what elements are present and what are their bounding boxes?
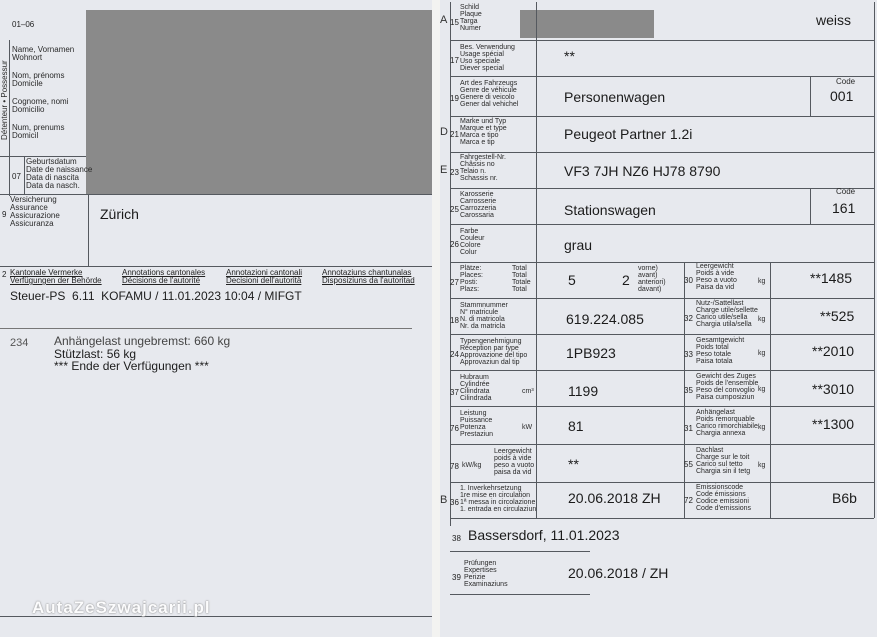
weight-33-label: Gesamtgewicht Poids total Peso totale Paisa totala	[696, 337, 745, 365]
approval-label: Typengenehmigung Réception par type Approvazione del tipo Approvaziun dal tip	[460, 338, 528, 366]
places-total-label: Total Total Totale Total	[512, 265, 531, 293]
inspection-label: Prüfungen Expertises Perizie Examinaziuns	[464, 560, 508, 588]
matricule-num: 18	[450, 316, 459, 325]
row-17-label: Bes. Verwendung Usage spécial Uso speciale Diever special	[460, 44, 515, 72]
weight-55-unit: kg	[758, 462, 766, 469]
approval-value: 1PB923	[566, 345, 616, 361]
ratio-value: **	[568, 456, 579, 472]
weight-33-unit: kg	[758, 350, 766, 357]
insurance-num: 9	[2, 210, 7, 219]
row-23-label: Fahrgestell-Nr. Châssis no Telaio n. Schassis nr.	[460, 154, 506, 182]
matricule-value: 619.224.085	[566, 311, 644, 327]
annotations-header-fr: Annotations cantonales Décisions de l'autorité	[122, 268, 206, 285]
row-17-num: 17	[450, 56, 459, 65]
notes-line-1: Anhängelast ungebremst: 660 kg	[54, 334, 231, 348]
front-places-value: 2	[622, 272, 630, 288]
weight-30-num: 30	[684, 276, 693, 285]
row-19-label: Art des Fahrzeugs Genre de véhicule Genere di veicolo Gener dal vehichel	[460, 80, 519, 108]
weight-30-label: Leergewicht Poids à vide Peso a vuoto Paisa da vid	[696, 263, 737, 291]
redacted-plate-number	[520, 10, 654, 38]
watermark-logo: AutaZeSzwajcarii.pl	[32, 598, 211, 617]
places-label: Plätze: Places: Posti: Plazs:	[460, 265, 483, 293]
weight-35-num: 35	[684, 386, 693, 395]
weight-35-unit: kg	[758, 386, 766, 393]
insurance-value: Zürich	[100, 206, 139, 222]
notes-line-3: *** Ende der Verfügungen ***	[54, 359, 209, 373]
row-25-num: 25	[450, 205, 459, 214]
first-reg-label: 1. Inverkehrsetzung 1re mise en circulation 1ª messa in circolazione 1. entrada en circulaziun	[460, 485, 537, 513]
annotations-header-rm: Annotaziuns chantunalas Disposiziuns da l'autoritad	[322, 268, 415, 285]
right-page	[440, 0, 877, 637]
weight-72-num: 72	[684, 496, 693, 505]
row-15-letter: A	[440, 14, 448, 26]
special-use-value: **	[564, 48, 575, 64]
form-code: 01–06	[12, 20, 35, 29]
left-page	[0, 0, 432, 637]
birth-label: Geburtsdatum Date de naissance Data di nascita Data da nasch.	[26, 157, 93, 190]
page-fold	[432, 0, 440, 637]
first-reg-letter: B	[440, 494, 448, 506]
row-21-label: Marke und Typ Marque et type Marca e tipo Marca e tip	[460, 118, 507, 146]
row-26-num: 26	[450, 240, 459, 249]
holder-name-rm-label: Num, prenums Domicil	[12, 123, 65, 140]
birth-num: 07	[12, 172, 21, 181]
ratio-label: Leergewicht poids à vide peso a vuoto paisa da vid	[494, 448, 535, 476]
weight-31-unit: kg	[758, 424, 766, 431]
holder-name-label: Name, Vornamen Wohnort	[12, 45, 75, 62]
weight-30-value: **1485	[810, 270, 853, 286]
vehicle-type-value: Personenwagen	[564, 89, 666, 105]
weight-31-num: 31	[684, 424, 693, 433]
place-date-value: Bassersdorf, 11.01.2023	[468, 527, 620, 543]
body-type-value: Stationswagen	[564, 202, 656, 218]
plate-color-value: weiss	[816, 12, 852, 28]
weight-33-num: 33	[684, 350, 693, 359]
front-places-label: vorne) avant) anteriori) davant)	[638, 265, 666, 293]
notes-num: 234	[10, 337, 29, 349]
matricule-label: Stammnummer N° matricule N. di matricola Nr. da matricla	[460, 302, 508, 330]
holder-name-it-label: Cognome, nomi Domicilio	[12, 97, 69, 114]
weight-72-label: Emissionscode Code émissions Codice emissioni Code d'emissions	[696, 484, 752, 512]
displacement-label: Hubraum Cylindrée Cilindrata Cilindrada	[460, 374, 492, 402]
holder-vertical-label: Détenteur • Possessur	[0, 60, 9, 140]
row-15-label: Schild Plaque Targa Numer	[460, 4, 482, 32]
annotations-header-de: Kantonale Vermerke Verfügungen der Behörde	[10, 268, 102, 285]
row-25-label: Karosserie Carrosserie Carrozzeria Carossaria	[460, 191, 497, 219]
first-reg-value: 20.06.2018 ZH	[568, 490, 661, 506]
annotations-header-it: Annotazioni cantonali Decisioni dell'autorità	[226, 268, 303, 285]
weight-35-label: Gewicht des Zuges Poids de l'ensemble Peso del convoglio Paisa cumposiziun	[696, 373, 759, 401]
row-23-num: 23	[450, 168, 459, 177]
row-26-label: Farbe Couleur Colore Colur	[460, 228, 485, 256]
power-unit: kW	[522, 424, 533, 431]
weight-32-label: Nutz-/Sattellast Charge utile/sellette Carico utile/sella Chargia utila/sella	[696, 300, 758, 328]
weight-55-label: Dachlast Charge sur le toit Carico sul tetto Chargia sin il tetg	[696, 447, 751, 475]
body-type-code: 161	[832, 200, 856, 216]
approval-num: 24	[450, 350, 459, 359]
inspection-num: 39	[452, 573, 461, 582]
weight-31-label: Anhängelast Poids remorquable Carico rimorchiabile Chargia annexa	[696, 409, 758, 437]
emission-code-value: B6b	[832, 490, 857, 506]
weight-32-value: **525	[820, 308, 855, 324]
places-value: 5	[568, 272, 576, 288]
power-value: 81	[568, 418, 584, 434]
annotations-num: 2	[2, 270, 7, 279]
make-type-value: Peugeot Partner 1.2i	[564, 126, 693, 142]
inspection-value: 20.06.2018 / ZH	[568, 565, 669, 581]
places-num: 27	[450, 278, 459, 287]
weight-32-num: 32	[684, 314, 693, 323]
power-label: Leistung Puissance Potenza Prestaziun	[460, 410, 494, 438]
weight-55-num: 55	[684, 460, 693, 469]
displacement-unit: cm³	[522, 388, 534, 395]
row-21-letter: D	[440, 126, 448, 138]
weight-32-unit: kg	[758, 316, 766, 323]
row-21-num: 21	[450, 130, 459, 139]
weight-35-value: **3010	[812, 381, 855, 397]
ratio-num: 78	[450, 462, 459, 471]
place-date-num: 38	[452, 534, 461, 543]
row-23-letter: E	[440, 164, 448, 176]
row-19-num: 19	[450, 94, 459, 103]
weight-30-unit: kg	[758, 278, 766, 285]
notes-line-2: Stützlast: 56 kg	[54, 347, 137, 361]
first-reg-num: 36	[450, 498, 459, 507]
power-num: 76	[450, 424, 459, 433]
holder-name-fr-label: Nom, prénoms Domicile	[12, 71, 65, 88]
ratio-unit: kW/kg	[462, 462, 482, 469]
chassis-number-value: VF3 7JH NZ6 HJ78 8790	[564, 163, 721, 179]
insurance-label: Versicherung Assurance Assicurazione Assicuranza	[10, 195, 60, 228]
displacement-value: 1199	[568, 383, 599, 399]
weight-31-value: **1300	[812, 416, 855, 432]
color-value: grau	[564, 237, 593, 253]
vehicle-type-code: 001	[830, 88, 854, 104]
displacement-num: 37	[450, 388, 459, 397]
row-15-num: 15	[450, 18, 459, 27]
weight-33-value: **2010	[812, 343, 855, 359]
body-type-code-label: Code	[836, 187, 856, 196]
annotation-line-1: Steuer-PS 6.11 KOFAMU / 11.01.2023 10:04 / MIFGT	[10, 289, 302, 303]
vehicle-type-code-label: Code	[836, 77, 856, 86]
redacted-owner-block	[86, 10, 432, 194]
